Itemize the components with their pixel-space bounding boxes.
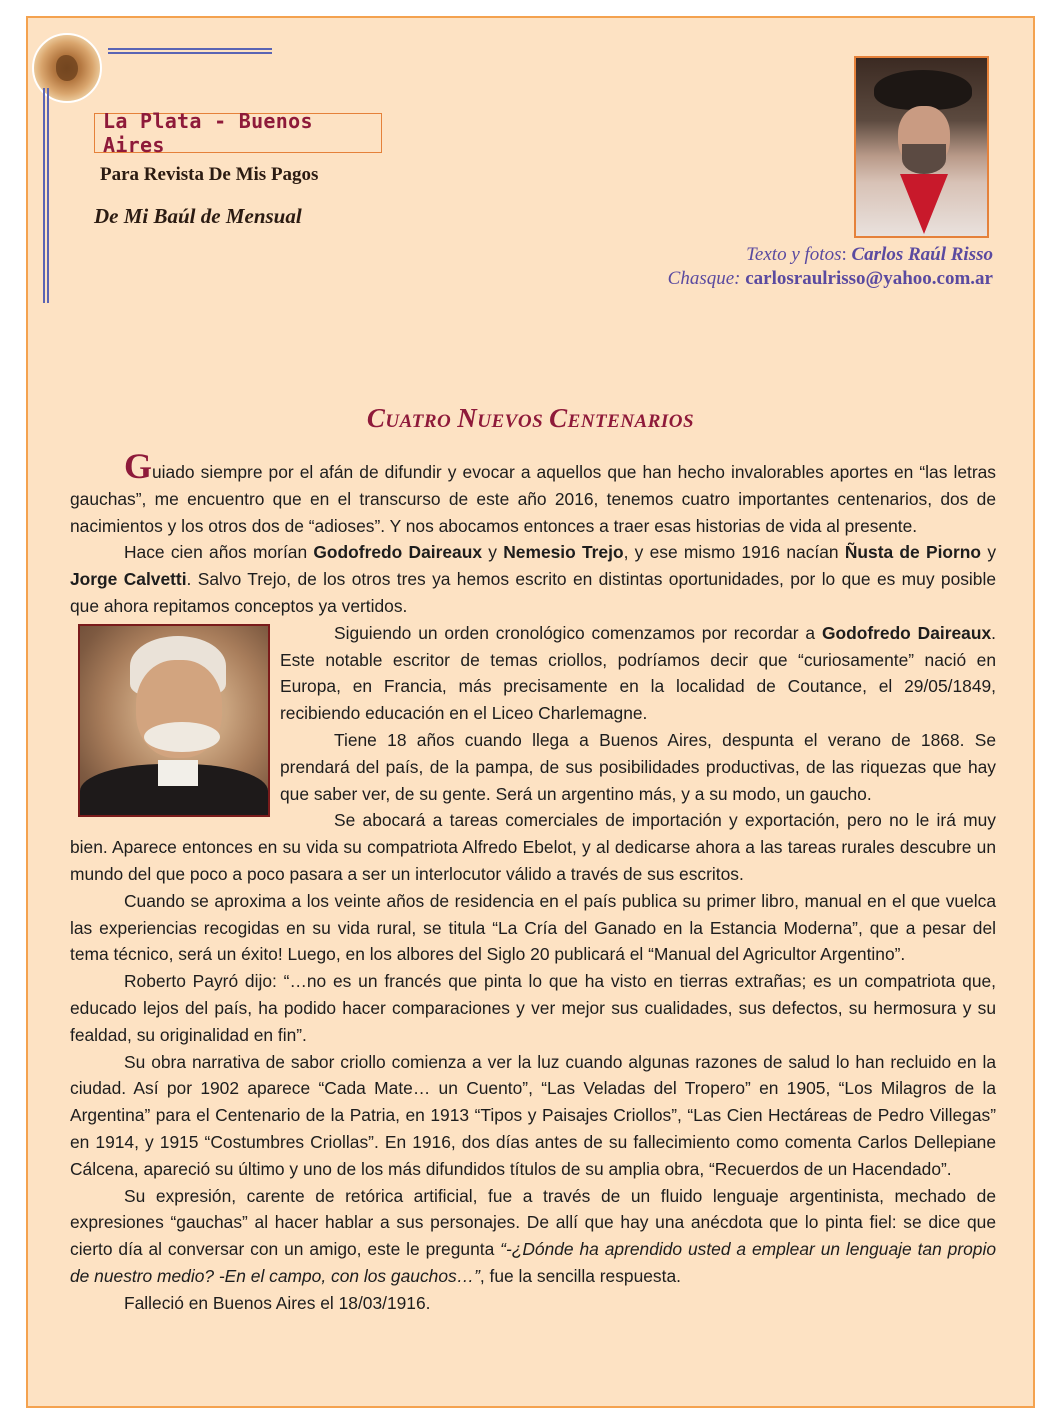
magazine-label: Para Revista De Mis Pagos [100, 164, 319, 185]
daireaux-portrait [78, 624, 270, 817]
article-title [28, 403, 1033, 434]
name-piorno: Ñusta de Piorno [844, 542, 982, 563]
drop-cap: G [124, 446, 153, 486]
paragraph: Su obra narrativa de sabor criollo comienza a ver la luz cuando algunas razones de salud lo han recluido en la ciudad. Así por 1902 aparece “Cada Mate… un Cuento”, “Las Veladas del Tropero” en 1905, “Los Milagros de la Argentina” para el Centenario de la Patria, en 1913 “Tipos y Paisajes Criollos”, “Las Cien Hectáreas de Pedro Villegas” en 1914, y 1915 “Costumbres Criollas”. En 1916, dos días antes de su fallecimiento como comenta Carlos Dellepiane Cálcena, apareció su último y uno de los más difundidos títulos de su amplia obra, “Recuerdos de un Hacendado”. [70, 1051, 996, 1179]
paragraph-text: uiado siempre por el afán de difundir y evocar a aquellos que han hecho invalorables aportes en “las letras gauchas”, me encuentro que en el transcurso de este año 2016, tenemos cuatro importantes centenarios, dos de nacimientos y los otros dos de “adioses”. Y nos abocamos entonces a traer esas historias de vida al presente. [70, 462, 996, 536]
paragraph: Falleció en Buenos Aires el 18/03/1916. [124, 1292, 431, 1313]
quote: “-¿Dónde ha aprendido usted a emplear un lenguaje tan propio de nuestro medio? -En el campo, con los gauchos…” [70, 1239, 996, 1286]
paragraph: Su expresión, carente de retórica artificial, fue a través de un fluido lenguaje argentinista, mechado de expresiones “gauchas” al hacer hablar a sus personajes. De allí que hay una anécdota que lo pinta fiel: se dice que cierto día al conversar con un amigo, este le pregunta “-¿Dónde ha aprendido usted a emplear un lenguaje tan propio de nuestro medio? -En el campo, con los gauchos…”, fue la sencilla respuesta. [70, 1185, 996, 1286]
name-calvetti: Jorge Calvetti [70, 569, 187, 590]
paragraph: Tiene 18 años cuando llega a Buenos Aires, despunta el verano de 1868. Se prendará del país, de la pampa, de sus posibilidades productivas, de las riquezas que hay que saber ver, de su gente. Será un argentino más, y a su modo, un gaucho. [280, 729, 996, 804]
credit-line: Texto y fotos: Carlos Raúl Risso [746, 244, 993, 265]
decorative-rule [108, 48, 272, 50]
author-email[interactable]: carlosraulrisso@yahoo.com.ar [745, 268, 993, 289]
name-daireaux: Godofredo Daireaux [821, 622, 992, 643]
title-word: uevos [477, 403, 544, 433]
title-word: uatro [385, 403, 452, 433]
decorative-rule [108, 52, 272, 54]
email-line [668, 268, 993, 290]
page-frame [26, 16, 1035, 1408]
paragraph [70, 446, 996, 539]
decorative-rule [47, 88, 49, 303]
paragraph: Roberto Payró dijo: “…no es un francés que pinta lo que ha visto en tierras extrañas; es un compatriota que, educado lejos del país, ha podido hacer comparaciones y ver mejor sus cualidades, sus defectos, su hermosura y su fealdad, su originalidad en fin”. [70, 971, 996, 1045]
name-trejo: Nemesio Trejo [503, 542, 624, 563]
paragraph: Hace cien años morían Godofredo Daireaux y Nemesio Trejo, y ese mismo 1916 nacían Ñusta de Piorno y Jorge Calvetti. Salvo Trejo, de los otros tres ya hemos escrito en distintas oportunidades, por lo que es muy posible que ahora repitamos conceptos ya vertidos. [70, 542, 997, 616]
name-daireaux: Godofredo Daireaux [313, 542, 483, 563]
title-cap: N [457, 403, 478, 433]
paragraph: Se abocará a tareas comerciales de importación y exportación, pero no le irá muy bien. Aparece entonces en su vida su compatriota Alfredo Ebelot, y al dedicarse ahora a las tareas rurales descubre un mundo del que poco a poco pasara a ser un interlocutor válido a través de sus escritos. [70, 810, 996, 884]
article-body [70, 446, 997, 1317]
section-label: De Mi Baúl de Mensual [94, 204, 302, 228]
place-label: La Plata - Buenos Aires [94, 113, 382, 153]
paragraph: Cuando se aproxima a los veinte años de residencia en el país publica su primer libro, manual en el que vuelca las experiencias recogidas en su vida rural, se titula “La Cría del Ganado en la Estancia Moderna”, que a pesar del tema técnico, será un éxito! Luego, en los albores del Siglo 20 publicará el “Manual del Agricultor Argentino”. [70, 890, 996, 965]
author-photo [854, 56, 989, 238]
chasque-label: Chasque: [667, 268, 741, 289]
title-cap: C [549, 403, 568, 433]
credit-label: Texto y fotos [746, 244, 842, 265]
author-name: Carlos Raúl Risso [851, 244, 993, 265]
title-cap: C [366, 403, 386, 433]
paragraph: Siguiendo un orden cronológico comenzamos por recordar a Godofredo Daireaux. Este notable escritor de temas criollos, podríamos decir que “curiosamente” nació en Europa, en Francia, más precisamente en la localidad de Coutance, el 29/05/1849, recibiendo educación en el Liceo Charlemagne. [280, 622, 996, 724]
decorative-rule [43, 88, 45, 303]
title-word: entenarios [567, 403, 695, 433]
